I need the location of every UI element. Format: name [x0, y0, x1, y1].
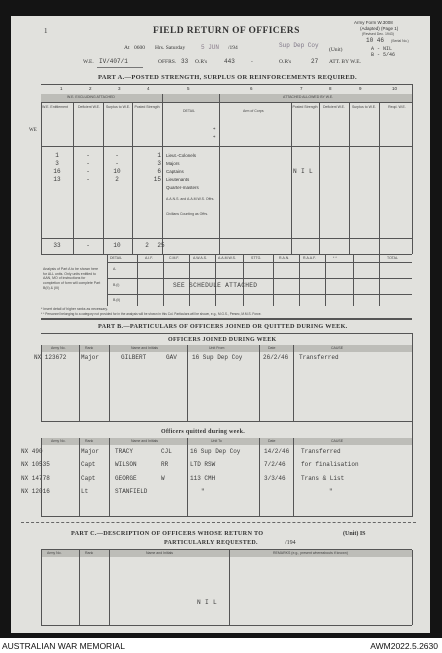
quitted-date: 7/2/46: [264, 461, 286, 468]
joined-h-name: Name and Initials: [131, 346, 159, 350]
attached-allowed-header: ATTACHED ALLOWED BY W.E.: [283, 95, 334, 99]
offrs-value: 33: [181, 58, 189, 65]
col-num-1: 1: [60, 86, 63, 91]
row3-c1: 16: [53, 168, 61, 175]
quitted-army-no: NX 10535: [21, 461, 50, 468]
row1-c3: -: [115, 152, 119, 159]
footer-accession-number: AWM2022.5.2630: [370, 641, 438, 651]
col9-header: Surplus to W.E.: [351, 105, 377, 109]
part-c-date-blank: /194: [285, 540, 296, 546]
part-c-h-name: Name and Initials: [146, 551, 174, 555]
hrs-label: Hrs. Saturday: [155, 45, 186, 51]
joined-rank: Major: [81, 354, 100, 361]
joined-h-rank: Rank: [85, 346, 94, 350]
an-h-awas: A.W.A.S.: [193, 256, 208, 260]
joined-h-date: Date: [268, 346, 276, 350]
row2-c2: -: [86, 160, 90, 167]
rank-lt-col: Lieut.-Colonels: [166, 153, 197, 158]
col-num-8: 8: [329, 86, 332, 91]
an-h-sttg: STTG.: [251, 256, 262, 260]
col10-header: Reqd. W.E.: [388, 105, 406, 109]
quitted-name: GEORGE: [115, 475, 137, 482]
footnote-1: * Insert detail of higher ranks as necessary.: [41, 307, 108, 311]
quitted-cause: ": [329, 488, 333, 495]
rank-major: Majors: [166, 161, 180, 166]
an-row-a: A.: [113, 267, 117, 271]
row3-c4: 6: [157, 168, 161, 175]
an-h-total: TOTAL: [387, 256, 398, 260]
schedule-attached-note: SEE SCHEDULE ATTACHED: [173, 282, 258, 289]
quitted-cause: Transferred: [301, 448, 341, 455]
an-h-detail: DETAIL: [110, 256, 122, 260]
total-c3: 10: [113, 242, 121, 249]
time-value: 0600: [134, 45, 145, 51]
quitted-unit: 113 CMH: [190, 475, 216, 482]
joined-h-no: Army No.: [51, 346, 66, 350]
attached-nil: N I L: [293, 168, 314, 175]
part-c-unit-label: (Unit) IS: [343, 531, 366, 537]
ors-label: O.R's: [195, 59, 208, 65]
archive-footer: [0, 638, 442, 653]
quitted-title: Officers quitted during week.: [161, 429, 246, 435]
analysis-note: Analysis of Part A to be shown here for ALL units. Only units entitled to AAN, MO of instructions for completion of form will complete Part B(II) & (III): [43, 267, 101, 290]
joined-name: GILBERT: [121, 354, 147, 361]
col-num-7: 7: [300, 86, 303, 91]
att-label: ATT. BY W.E.: [329, 59, 361, 65]
quitted-name: TRACY: [115, 448, 134, 455]
quitted-name: WILSON: [115, 461, 137, 468]
rank-lieutenant: Lieutenants: [166, 177, 190, 182]
ors-value: 443: [224, 58, 235, 65]
quitted-army-no: NX 12016: [21, 488, 50, 495]
part-b-title: PART B.—PARTICULARS OF OFFICERS JOINED OR QUITTED DURING WEEK.: [98, 323, 348, 330]
rank-captain: Captains: [166, 169, 184, 174]
an-h-aamws: A.A.M.W.S.: [218, 256, 236, 260]
row4-c3: 2: [115, 176, 119, 183]
army-form-number: Army Form W.3008: [354, 20, 393, 25]
col-num-2: 2: [89, 86, 92, 91]
col3-header: Surplus to W.E.: [105, 105, 131, 109]
quitted-h-unit: Unit To: [211, 439, 222, 443]
joined-initials: GAV: [166, 354, 177, 361]
unit-label: (Unit): [329, 47, 343, 53]
quitted-h-cause: CAUSE: [331, 439, 344, 443]
total-c2: -: [86, 242, 90, 249]
joined-unit: 16 Sup Dep Coy: [192, 354, 243, 361]
rank-civilians: Civilians Counting as Offrs.: [166, 212, 209, 216]
corner-note-a: A - NIL: [371, 46, 393, 52]
row2-c1: 3: [55, 160, 59, 167]
att-value: 27: [311, 58, 319, 65]
col-num-3: 3: [118, 86, 121, 91]
offrs-label: OFFRS.: [158, 59, 177, 65]
an-h-other: * *: [333, 256, 337, 260]
row3-c3: 10: [113, 168, 121, 175]
footer-institution: AUSTRALIAN WAR MEMORIAL: [2, 641, 125, 651]
quitted-h-rank: Rank: [85, 439, 94, 443]
rank-aans: A.A.N.S. and A.A.M.W.S. Offrs.: [166, 197, 215, 201]
row1-c4: 1: [157, 152, 161, 159]
an-row-bi: B.(i): [113, 283, 120, 287]
quitted-rank: Capt: [81, 475, 96, 482]
quitted-unit: ": [201, 488, 205, 495]
quitted-initials: W: [161, 475, 165, 482]
part-c-h-no: Army No.: [47, 551, 62, 555]
part-c-nil: N I L: [197, 599, 218, 606]
total-c1: 33: [53, 242, 61, 249]
date-stamp: 5 JUN: [201, 44, 220, 51]
quitted-date: 3/3/46: [264, 475, 286, 482]
serial-label: (Serial No.): [391, 39, 409, 43]
row4-c1: 13: [53, 176, 61, 183]
adapted-label: (Adapted) (Page 1): [360, 26, 399, 31]
joined-army-no: NX 123672: [34, 354, 67, 361]
we-label: W.E.: [83, 59, 94, 65]
an-h-raaf: R.A.A.F.: [303, 256, 316, 260]
an-row-bii: B.(ii): [113, 298, 121, 302]
col-num-5: 5: [187, 86, 190, 91]
quitted-cause: for finalisation: [301, 461, 359, 468]
joined-h-cause: CAUSE: [331, 346, 344, 350]
part-c-h-rank: Rank: [85, 551, 94, 555]
col-num-10: 10: [392, 86, 398, 91]
col1-header: W.E. Entitlement: [42, 105, 68, 109]
row2-c4: 3: [157, 160, 161, 167]
we-excluding-header: W.E. EXCLUDING ATTACHED: [67, 95, 115, 99]
quitted-initials: RR: [161, 461, 169, 468]
quitted-h-name: Name and Initials: [131, 439, 159, 443]
we-value: IV/407/1: [99, 58, 128, 65]
col-num-6: 6: [250, 86, 253, 91]
row4-c4: 15: [153, 176, 161, 183]
quitted-initials: CJL: [161, 448, 172, 455]
we-row-label: WE: [29, 128, 37, 133]
unit-overtyped: Sup Dep Coy: [279, 42, 319, 49]
form-title: FIELD RETURN OF OFFICERS: [153, 26, 300, 36]
quitted-unit: 16 Sup Dep Coy: [190, 448, 241, 455]
col2-header: Deficient W.E.: [78, 105, 100, 109]
an-h-aif: A.I.F.: [145, 256, 153, 260]
rank-qm: Quarter-masters: [166, 185, 199, 190]
col7-header: Posted Strength: [292, 105, 318, 109]
joined-h-unit: Unit From: [209, 346, 225, 350]
row1-c1: 1: [55, 152, 59, 159]
total-c5: 25: [157, 242, 165, 249]
ors-label-2: O.R's: [279, 59, 292, 65]
quitted-name: STANFIELD: [115, 488, 148, 495]
an-h-cmf: C.M.F.: [169, 256, 180, 260]
detail-header: DETAIL: [183, 109, 195, 113]
row4-c2: -: [86, 176, 90, 183]
quitted-unit: LTD RSW: [190, 461, 216, 468]
col8-header: Deficient W.E.: [323, 105, 345, 109]
page-marker: 1: [44, 27, 48, 35]
col-num-4: 4: [147, 86, 150, 91]
offrs-value-2: -: [251, 59, 253, 65]
part-c-subtitle: PARTICULARLY REQUESTED.: [164, 540, 258, 546]
at-label: At: [124, 45, 130, 51]
total-c4: 2: [145, 242, 149, 249]
col6-header: Arm of Corps: [243, 109, 264, 113]
row2-c3: -: [115, 160, 119, 167]
col-num-9: 9: [359, 86, 362, 91]
quitted-cause: Trans & List: [301, 475, 345, 482]
part-c-h-remarks: REMARKS (e.g., present whereabouts if known): [273, 551, 348, 555]
quitted-rank: Lt: [81, 488, 89, 495]
quitted-date: 14/2/46: [264, 448, 290, 455]
corner-note-b: B - 5/46: [371, 52, 396, 58]
joined-title: OFFICERS JOINED DURING WEEK: [168, 337, 277, 343]
footnote-2: * * Personnel belonging to a category not provided for in the analysis will be shown in this Col. Particulars will be shown, e.g., M.G.S., Persec, M.M.S. Force.: [41, 312, 262, 316]
an-h-ran: R.A.N.: [279, 256, 290, 260]
row1-c2: -: [86, 152, 90, 159]
form-page: 1 FIELD RETURN OF OFFICERS Army Form W.3008 (Adapted) (Page 1) (Revised Dec. 1943) At 0600 Hrs. Saturday 5 JUN /194 Sup Dep Coy (Unit) 10 46 (Serial No.) A - NIL B - 5/46 W.E. IV/407/1 OFFRS. 33 O.R's 443 - O.R's 27 ATT. BY W.E. PART A.—POSTED STRENGTH, SURPLUS OR REINFORCEMENTS REQUIRED. 1 2 3 4 5 6 7 8 9 10 W.E. EXCLUDING ATTACHED ATTACHED ALLOWED BY W.E. W.E. Entitlement Deficient W.E. Surplus to W.E. Posted Strength DETAIL Arm of Corps Posted Strength Deficient W.E. Surplus to W.E. Reqd. W.E. WE Lieut.-Colonels Majors Captains Lieutenants Quarter-masters A.A.N.S. and A.A.M.W.S. Offrs. Civilians Counting as Offrs. * * 1 - - 1 3 - - 3 16 - 10 6 13 - 2 15 N I L 33 - 10 2 25 Analysis of Part A to be shown here for ALL units. Only units entitled to AAN, MO of instructions for completion of form will complete Part B(II) & (III) DETAIL A.I.F. C.M.F. A.W.A.S. A.A.M.W.S. STTG. R.A.N. R.A.A.F. * * TOTAL A. B.(i) B.(ii) SEE SCHEDULE ATTACHED * Insert detail of higher ranks as necessary. * * Personnel belonging to a category not provided for in the analysis will be shown in this Col. Particulars will be shown, e.g., M.G.S., Persec, M.M.S. Force. PART B.—PARTICULARS OF OFFICERS JOINED OR QUITTED DURING WEEK. OFFICERS JOINED DURING WEEK Army No. Rank Name and Initials Unit From Date CAUSE NX 123672 Major GILBERT GAV 16 Sup Dep Coy 26/2/46 Transferred Officers quitted during week. Army No. Rank Name and Initials Unit To Date CAUSE NX 490 Major TRACY CJL 16 Sup Dep Coy 14/2/46 Transferred NX 10535 Capt WILSON RR LTD RSW 7/2/46 for finalisation NX 14778 Capt GEORGE W 113 CMH 3/3/46 Trans & List NX 12016 Lt STANFIELD " " PART C.—DESCRIPTION OF OFFICERS WHOSE RETURN TO (Unit) IS PARTICULARLY REQUESTED. /194 Army No. Rank Name and Initials REMARKS (e.g., present whereabouts if known) N I L: [11, 16, 430, 633]
serial-value: 10 46: [366, 37, 385, 44]
year-label: /194: [228, 45, 238, 51]
joined-date: 26/2/46: [263, 354, 289, 361]
part-c-title: PART C.—DESCRIPTION OF OFFICERS WHOSE RETURN TO: [71, 530, 264, 537]
revised-label: (Revised Dec. 1943): [362, 32, 394, 36]
col4-header: Posted Strength: [134, 105, 160, 109]
row3-c2: -: [86, 168, 90, 175]
quitted-rank: Major: [81, 448, 100, 455]
quitted-army-no: NX 14778: [21, 475, 50, 482]
quitted-rank: Capt: [81, 461, 96, 468]
quitted-army-no: NX 490: [21, 448, 43, 455]
quitted-h-no: Army No.: [51, 439, 66, 443]
part-a-title: PART A.—POSTED STRENGTH, SURPLUS OR REINFORCEMENTS REQUIRED.: [98, 74, 357, 81]
quitted-h-date: Date: [268, 439, 276, 443]
joined-cause: Transferred: [299, 354, 339, 361]
